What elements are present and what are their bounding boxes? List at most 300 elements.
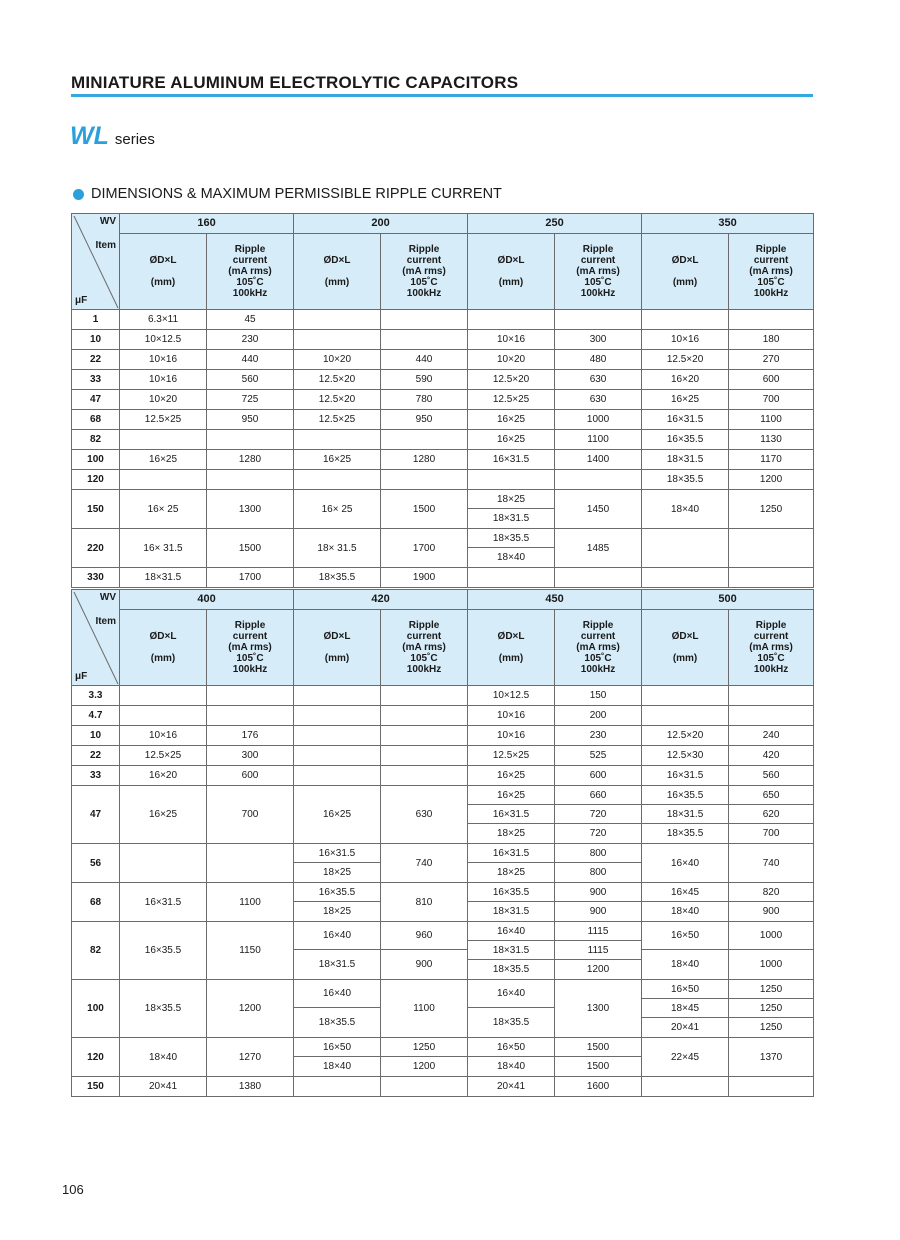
wv-label: WV bbox=[99, 592, 116, 603]
dimension-cell-value: 18×35.5 bbox=[144, 1003, 182, 1014]
dimension-cell bbox=[120, 529, 207, 568]
ripple-cell-value: 560 bbox=[762, 770, 780, 781]
dimension-label: ØD×L bbox=[149, 631, 177, 642]
dimension-cell bbox=[294, 706, 381, 726]
dimension-cell-value bbox=[642, 310, 728, 329]
dimension-cell bbox=[642, 922, 729, 980]
dimension-cell bbox=[120, 786, 207, 844]
dimension-cell-value: 18×45 bbox=[642, 999, 728, 1018]
capacitance-cell: 22 bbox=[72, 746, 120, 766]
mm-label: (mm) bbox=[150, 277, 176, 288]
dimension-label: ØD×L bbox=[671, 631, 699, 642]
ripple-label: 100kHz bbox=[232, 664, 268, 675]
ripple-cell-value: 820 bbox=[729, 883, 813, 902]
ripple-header bbox=[729, 234, 814, 310]
ripple-cell-value: 560 bbox=[241, 374, 259, 385]
dimension-cell bbox=[120, 470, 207, 490]
ripple-cell bbox=[729, 568, 814, 588]
dimension-cell bbox=[642, 529, 729, 568]
ripple-cell bbox=[207, 490, 294, 529]
dimension-cell bbox=[642, 490, 729, 529]
mm-label: (mm) bbox=[672, 277, 698, 288]
ripple-cell-value bbox=[729, 310, 813, 329]
mm-label: (mm) bbox=[324, 277, 350, 288]
corner-header bbox=[72, 214, 120, 310]
ripple-label: current bbox=[406, 255, 442, 266]
table-row bbox=[72, 766, 814, 786]
table-row bbox=[72, 1038, 814, 1077]
dimension-cell bbox=[642, 980, 729, 1038]
ripple-cell bbox=[381, 330, 468, 350]
dimension-cell-value: 16×25 bbox=[671, 394, 700, 405]
ripple-label: 105˚C bbox=[584, 277, 612, 288]
dimension-cell-value: 10×16 bbox=[671, 334, 700, 345]
dimension-cell-value bbox=[294, 686, 380, 705]
dimension-cell bbox=[120, 430, 207, 450]
dimension-cell-value: 16×35.5 bbox=[666, 434, 704, 445]
dimension-cell-value: 16×25 bbox=[496, 434, 526, 445]
capacitance-cell: 4.7 bbox=[72, 706, 120, 726]
voltage-header: 160 bbox=[120, 214, 294, 234]
dimension-cell-value: 10×16 bbox=[496, 730, 526, 741]
item-label: Item bbox=[95, 616, 116, 627]
dimension-cell bbox=[120, 922, 207, 980]
ripple-cell bbox=[555, 883, 642, 922]
ripple-cell-value: 1100 bbox=[760, 414, 782, 425]
voltage-header: 450 bbox=[468, 590, 642, 610]
capacitance-cell: 47 bbox=[72, 390, 120, 410]
ripple-label: current bbox=[753, 255, 789, 266]
ripple-cell-value bbox=[207, 686, 293, 705]
ripple-cell bbox=[555, 568, 642, 588]
dimension-cell-value: 16×40 bbox=[671, 857, 700, 869]
dimension-cell bbox=[642, 370, 729, 390]
ripple-cell-value: 270 bbox=[762, 354, 780, 365]
ripple-label: Ripple bbox=[755, 620, 787, 631]
ripple-cell bbox=[555, 786, 642, 844]
dimension-cell bbox=[294, 786, 381, 844]
ripple-cell-value: 1130 bbox=[760, 434, 782, 445]
ripple-cell bbox=[381, 470, 468, 490]
ripple-cell bbox=[555, 746, 642, 766]
ripple-cell-value bbox=[555, 470, 641, 489]
ripple-cell-value: 1370 bbox=[759, 1051, 783, 1063]
ripple-cell-value: 1200 bbox=[759, 474, 783, 485]
capacitance-cell: 10 bbox=[72, 330, 120, 350]
dimension-cell bbox=[120, 1038, 207, 1077]
ripple-cell bbox=[729, 766, 814, 786]
dimension-cell-value bbox=[642, 706, 728, 725]
ripple-cell bbox=[729, 390, 814, 410]
ripple-label: 100kHz bbox=[580, 288, 616, 299]
dimension-cell-value bbox=[642, 568, 728, 587]
dimension-cell-value: 18×31.5 bbox=[468, 941, 554, 960]
dimension-cell bbox=[294, 450, 381, 470]
ripple-cell-value: 620 bbox=[729, 805, 813, 824]
ripple-cell bbox=[555, 844, 642, 883]
title-rule bbox=[71, 94, 813, 97]
table-row bbox=[72, 350, 814, 370]
series-word: series bbox=[114, 131, 155, 148]
ripple-cell bbox=[207, 686, 294, 706]
table-row bbox=[72, 310, 814, 330]
dimension-cell bbox=[642, 350, 729, 370]
ripple-label: Ripple bbox=[582, 244, 614, 255]
dimension-cell-value: 18× 31.5 bbox=[317, 542, 357, 554]
dimension-cell bbox=[468, 330, 555, 350]
dimension-cell-value: 12.5×25 bbox=[144, 414, 182, 425]
ripple-cell-value: 1500 bbox=[412, 503, 436, 515]
dimension-cell bbox=[468, 410, 555, 430]
ripple-label: 105˚C bbox=[410, 653, 438, 664]
ripple-cell bbox=[207, 726, 294, 746]
ripple-cell bbox=[729, 470, 814, 490]
ripple-cell bbox=[729, 980, 814, 1038]
ripple-label: (mA rms) bbox=[749, 266, 793, 277]
dimension-cell-value bbox=[120, 686, 206, 705]
ripple-cell bbox=[729, 686, 814, 706]
dimension-cell-value: 16×25 bbox=[496, 770, 526, 781]
ripple-cell bbox=[207, 310, 294, 330]
dimension-cell bbox=[294, 746, 381, 766]
table-row bbox=[72, 450, 814, 470]
ripple-label: 105˚C bbox=[757, 653, 785, 664]
ripple-cell-value: 1250 bbox=[759, 1022, 783, 1033]
ripple-cell-value: 1115 bbox=[555, 941, 641, 960]
ripple-cell bbox=[729, 410, 814, 430]
dimension-cell bbox=[120, 1077, 207, 1097]
dimension-cell-value: 18×35.5 bbox=[492, 1017, 530, 1028]
dimension-cell-value: 18×31.5 bbox=[318, 959, 356, 970]
ripple-label: Ripple bbox=[408, 620, 440, 631]
ripple-label: current bbox=[232, 631, 268, 642]
ripple-cell bbox=[555, 686, 642, 706]
ripple-cell-value bbox=[207, 430, 293, 449]
mm-label: (mm) bbox=[150, 653, 176, 664]
ripple-cell-value: 440 bbox=[241, 354, 259, 365]
ripple-cell-value: 1500 bbox=[238, 542, 262, 554]
uf-label: μF bbox=[75, 671, 88, 682]
ripple-cell-value: 720 bbox=[555, 805, 641, 824]
dimension-cell bbox=[294, 390, 381, 410]
ripple-cell-value: 600 bbox=[241, 770, 259, 781]
dimension-cell bbox=[294, 922, 381, 980]
dimension-cell-value: 16×40 bbox=[294, 922, 380, 950]
ripple-cell-value: 300 bbox=[589, 334, 607, 345]
dimension-cell bbox=[642, 430, 729, 450]
ripple-cell bbox=[207, 746, 294, 766]
dimension-cell-value: 12.5×25 bbox=[492, 394, 530, 405]
ripple-label: 105˚C bbox=[236, 277, 264, 288]
dimension-cell-value: 12.5×20 bbox=[666, 354, 704, 365]
ripple-cell bbox=[381, 310, 468, 330]
dimension-cell-value: 10×12.5 bbox=[144, 334, 182, 345]
dimension-cell bbox=[642, 686, 729, 706]
dimension-cell bbox=[294, 490, 381, 529]
dimension-cell-value: 18×40 bbox=[671, 959, 700, 970]
ripple-cell-value: 800 bbox=[589, 867, 607, 878]
ripple-cell-value: 1400 bbox=[586, 454, 610, 465]
ripple-cell bbox=[555, 330, 642, 350]
ripple-cell-value: 700 bbox=[762, 394, 780, 405]
ripple-cell bbox=[381, 844, 468, 883]
series-code: WL bbox=[70, 122, 109, 150]
ripple-cell-value: 660 bbox=[555, 786, 641, 805]
ripple-cell-value bbox=[729, 568, 813, 587]
ripple-cell-value bbox=[207, 706, 293, 725]
capacitance-cell: 120 bbox=[72, 470, 120, 490]
ripple-cell bbox=[207, 568, 294, 588]
ripple-label: Ripple bbox=[408, 244, 440, 255]
ripple-cell-value: 725 bbox=[241, 394, 259, 405]
dimension-cell-value: 16×40 bbox=[468, 922, 554, 941]
ripple-cell bbox=[729, 370, 814, 390]
dimension-header bbox=[642, 234, 729, 310]
ripple-cell bbox=[729, 529, 814, 568]
mm-label: (mm) bbox=[672, 653, 698, 664]
dimension-cell bbox=[120, 330, 207, 350]
dimension-cell-value: 20×41 bbox=[496, 1081, 526, 1092]
ripple-cell-value: 900 bbox=[415, 959, 433, 970]
dimension-cell bbox=[642, 706, 729, 726]
dimension-cell bbox=[294, 686, 381, 706]
ripple-cell bbox=[555, 410, 642, 430]
dimension-cell bbox=[468, 350, 555, 370]
ripple-cell bbox=[381, 529, 468, 568]
dimension-cell-value: 16×31.5 bbox=[666, 414, 704, 425]
table-row bbox=[72, 470, 814, 490]
ripple-cell bbox=[555, 1077, 642, 1097]
dimension-cell bbox=[468, 686, 555, 706]
capacitance-cell: 47 bbox=[72, 786, 120, 844]
ripple-cell bbox=[381, 746, 468, 766]
dimension-cell bbox=[468, 310, 555, 330]
ripple-cell-value: 1000 bbox=[586, 414, 610, 425]
dimension-cell bbox=[468, 1077, 555, 1097]
dimension-cell bbox=[468, 1038, 555, 1077]
dimension-header bbox=[294, 234, 381, 310]
dimension-cell-value: 16×35.5 bbox=[642, 786, 728, 805]
dimension-cell-value: 10×16 bbox=[496, 334, 526, 345]
dimension-cell-value bbox=[642, 1077, 728, 1096]
capacitance-cell: 33 bbox=[72, 766, 120, 786]
ripple-cell bbox=[207, 883, 294, 922]
ripple-cell bbox=[207, 390, 294, 410]
ripple-cell bbox=[555, 370, 642, 390]
dimension-cell bbox=[642, 883, 729, 922]
ripple-cell-value: 1250 bbox=[729, 980, 813, 999]
ripple-label: (mA rms) bbox=[576, 266, 620, 277]
ripple-cell-value bbox=[207, 470, 293, 489]
ripple-cell-value: 1900 bbox=[412, 572, 436, 583]
dimension-cell bbox=[642, 410, 729, 430]
ripple-cell bbox=[555, 490, 642, 529]
voltage-header: 420 bbox=[294, 590, 468, 610]
page-number: 106 bbox=[62, 1182, 84, 1197]
ripple-label: 105˚C bbox=[757, 277, 785, 288]
ripple-cell-value: 600 bbox=[589, 770, 607, 781]
dimension-cell bbox=[294, 470, 381, 490]
dimension-cell-value bbox=[468, 470, 554, 489]
ripple-cell bbox=[207, 370, 294, 390]
ripple-label: (mA rms) bbox=[228, 266, 272, 277]
dimension-cell bbox=[642, 766, 729, 786]
dimension-cell bbox=[120, 490, 207, 529]
ripple-cell-value: 230 bbox=[241, 334, 259, 345]
ripple-cell-value bbox=[729, 686, 813, 705]
dimension-cell bbox=[294, 310, 381, 330]
ripple-cell-value: 1115 bbox=[555, 922, 641, 941]
ripple-cell bbox=[555, 529, 642, 568]
dimension-cell-value: 18×40 bbox=[496, 1061, 526, 1072]
ripple-cell-value bbox=[381, 470, 467, 489]
ripple-cell-value: 900 bbox=[762, 906, 780, 917]
dimension-cell-value: 18×35.5 bbox=[318, 572, 356, 583]
ripple-cell-value: 150 bbox=[589, 690, 607, 701]
ripple-cell bbox=[381, 726, 468, 746]
capacitance-cell: 1 bbox=[72, 310, 120, 330]
ripple-cell-value bbox=[381, 726, 467, 745]
capacitance-cell: 68 bbox=[72, 410, 120, 430]
ripple-cell bbox=[555, 450, 642, 470]
dimension-label: ØD×L bbox=[497, 631, 525, 642]
ripple-label: 100kHz bbox=[406, 664, 442, 675]
dimension-cell-value bbox=[642, 686, 728, 705]
dimension-cell bbox=[120, 766, 207, 786]
capacitance-cell: 56 bbox=[72, 844, 120, 883]
ripple-cell-value bbox=[381, 430, 467, 449]
dimension-cell-value: 10×16 bbox=[496, 710, 526, 721]
dimension-cell bbox=[294, 883, 381, 922]
dimension-cell-value bbox=[120, 470, 206, 489]
dimension-cell-value: 10×20 bbox=[322, 354, 352, 365]
ripple-header bbox=[555, 234, 642, 310]
ripple-cell-value: 600 bbox=[762, 374, 780, 385]
dimension-cell bbox=[294, 330, 381, 350]
dimension-cell-value bbox=[294, 726, 380, 745]
capacitance-cell: 68 bbox=[72, 883, 120, 922]
table-row bbox=[72, 1077, 814, 1097]
uf-label: μF bbox=[75, 295, 88, 306]
ripple-cell-value bbox=[381, 1077, 467, 1096]
dimension-cell-value bbox=[294, 310, 380, 329]
voltage-header: 350 bbox=[642, 214, 814, 234]
ripple-cell-value: 700 bbox=[762, 828, 780, 839]
dimension-cell bbox=[294, 350, 381, 370]
voltage-header: 400 bbox=[120, 590, 294, 610]
dimension-cell bbox=[468, 883, 555, 922]
ripple-label: current bbox=[753, 631, 789, 642]
ripple-cell-value bbox=[729, 529, 813, 567]
dimension-cell-value: 10×16 bbox=[148, 730, 178, 741]
dimension-cell-value: 16×35.5 bbox=[144, 945, 182, 956]
ripple-cell bbox=[555, 430, 642, 450]
table-row bbox=[72, 430, 814, 450]
ripple-cell-value bbox=[381, 706, 467, 725]
dimension-cell-value: 18×25 bbox=[468, 490, 554, 509]
dimension-cell-value bbox=[642, 529, 728, 567]
dimension-cell bbox=[642, 390, 729, 410]
dimension-label: ØD×L bbox=[323, 255, 351, 266]
dimension-cell-value: 10×16 bbox=[148, 374, 178, 385]
dimension-cell bbox=[468, 922, 555, 980]
ripple-cell-value: 240 bbox=[762, 730, 780, 741]
dimension-cell-value: 18×31.5 bbox=[666, 454, 704, 465]
ripple-cell bbox=[555, 922, 642, 980]
dimension-cell-value: 18×40 bbox=[322, 1061, 352, 1072]
dimension-cell-value: 16×40 bbox=[468, 980, 554, 1008]
ripple-cell bbox=[207, 844, 294, 883]
ripple-cell-value: 1500 bbox=[586, 1061, 610, 1072]
ripple-cell bbox=[207, 922, 294, 980]
ripple-label: 105˚C bbox=[236, 653, 264, 664]
ripple-header bbox=[555, 610, 642, 686]
dimension-cell-value: 18×31.5 bbox=[492, 906, 530, 917]
ripple-label: (mA rms) bbox=[402, 642, 446, 653]
dimension-cell bbox=[294, 410, 381, 430]
ripple-cell bbox=[555, 726, 642, 746]
ripple-cell-value: 1700 bbox=[412, 542, 436, 554]
ripple-cell bbox=[729, 922, 814, 980]
dimension-cell-value: 18×35.5 bbox=[666, 474, 704, 485]
dimension-cell bbox=[642, 786, 729, 844]
dimension-cell bbox=[468, 370, 555, 390]
ripple-label: current bbox=[580, 255, 616, 266]
ripple-label: current bbox=[232, 255, 268, 266]
dimension-cell-value: 16×25 bbox=[468, 786, 554, 805]
ripple-cell-value bbox=[729, 706, 813, 725]
ripple-cell-value: 1300 bbox=[586, 1003, 610, 1014]
ripple-cell bbox=[729, 430, 814, 450]
ripple-cell-value: 176 bbox=[241, 730, 259, 741]
ripple-cell bbox=[381, 922, 468, 980]
dimension-cell bbox=[468, 844, 555, 883]
ripple-cell-value: 1270 bbox=[238, 1051, 262, 1063]
dimension-cell bbox=[642, 1077, 729, 1097]
ripple-cell-value: 630 bbox=[589, 374, 607, 385]
ripple-label: 100kHz bbox=[406, 288, 442, 299]
ripple-cell bbox=[207, 450, 294, 470]
dimension-cell-value: 18×35.5 bbox=[666, 828, 704, 839]
ripple-cell bbox=[381, 490, 468, 529]
dimension-cell-value: 18×40 bbox=[671, 503, 700, 515]
dimension-cell bbox=[642, 844, 729, 883]
ripple-label: 100kHz bbox=[232, 288, 268, 299]
dimension-cell-value: 18×25 bbox=[496, 867, 526, 878]
dimension-cell bbox=[294, 370, 381, 390]
ripple-cell-value: 780 bbox=[415, 394, 433, 405]
ripple-cell bbox=[207, 529, 294, 568]
capacitance-cell: 100 bbox=[72, 980, 120, 1038]
ripple-cell bbox=[207, 1038, 294, 1077]
dimension-cell-value: 16×31.5 bbox=[492, 454, 530, 465]
ripple-cell-value: 1250 bbox=[381, 1038, 467, 1057]
table-row bbox=[72, 529, 814, 568]
wv-label: WV bbox=[99, 216, 116, 227]
dimension-cell bbox=[468, 786, 555, 844]
dimension-cell bbox=[294, 430, 381, 450]
dimension-cell bbox=[120, 883, 207, 922]
corner-header bbox=[72, 590, 120, 686]
table-row bbox=[72, 786, 814, 844]
ripple-label: 100kHz bbox=[753, 664, 789, 675]
dimension-cell bbox=[642, 726, 729, 746]
dimension-cell-value: 18×35.5 bbox=[492, 964, 530, 975]
ripple-cell-value: 440 bbox=[415, 354, 433, 365]
ripple-cell-value: 300 bbox=[241, 750, 259, 761]
dimension-cell-value bbox=[294, 706, 380, 725]
dimension-header bbox=[468, 234, 555, 310]
